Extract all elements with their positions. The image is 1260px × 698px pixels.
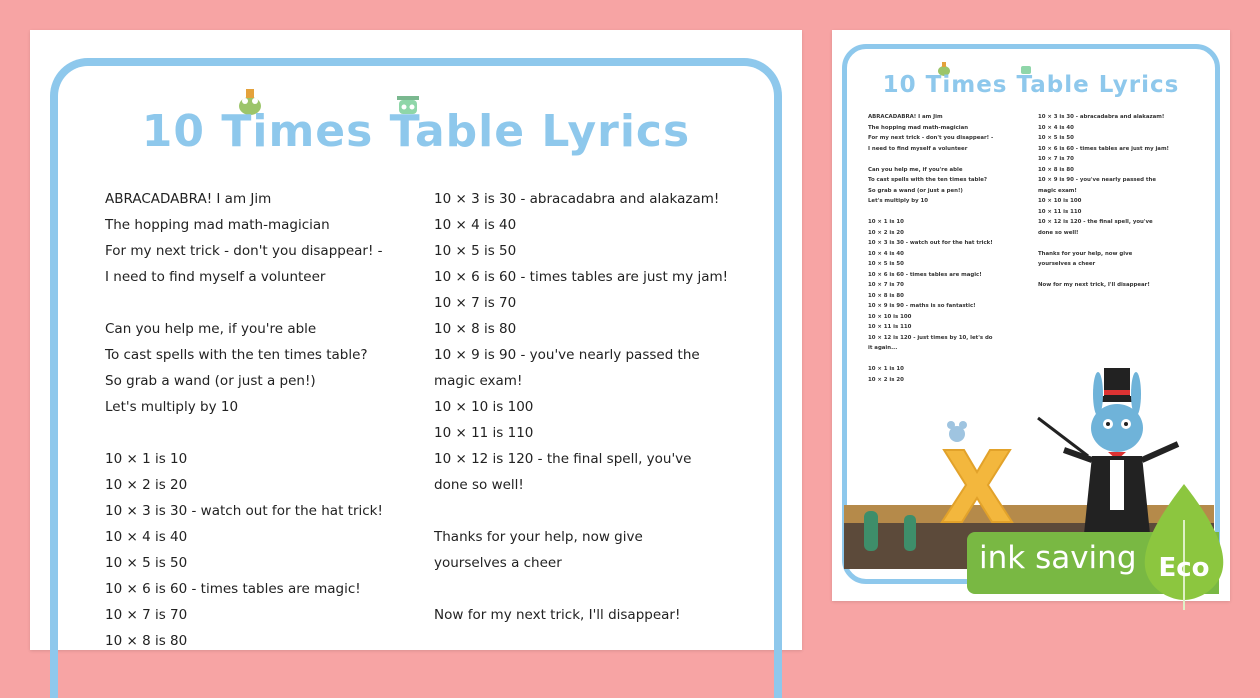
mouse-character-icon xyxy=(942,416,972,446)
stanza-gap xyxy=(434,576,728,602)
lyric-line: For my next trick - don't you disappear! - xyxy=(105,243,383,259)
lyric-line: 10 × 11 is 110 xyxy=(868,324,912,330)
lyric-line: 10 × 4 is 40 xyxy=(434,217,517,233)
lyric-line: I need to find myself a volunteer xyxy=(105,269,326,285)
stanza-gap xyxy=(1038,238,1169,249)
lyric-line: 10 × 2 is 20 xyxy=(105,477,188,493)
lyric-line: 10 × 2 is 20 xyxy=(868,229,904,236)
lyric-line: 10 × 5 is 50 xyxy=(105,555,188,571)
lyric-line: Thanks for your help, now give xyxy=(434,529,643,545)
lyric-line: So grab a wand (or just a pen!) xyxy=(868,187,963,194)
ink-saving-label: ink saving xyxy=(979,540,1137,576)
lyrics-sheet-large xyxy=(30,30,802,650)
lyric-line: 10 × 5 is 50 xyxy=(868,261,904,267)
lyric-line: ABRACADABRA! I am Jim xyxy=(868,114,943,120)
lyric-line: 10 × 4 is 40 xyxy=(105,529,188,545)
lyric-line: Thanks for your help, now give xyxy=(1038,250,1133,257)
lyric-line: Now for my next trick, I'll disappear! xyxy=(1038,282,1150,288)
lyric-line: Let's multiply by 10 xyxy=(868,198,928,204)
thumbnail-column-left xyxy=(868,112,993,385)
lyric-line: 10 × 12 is 120 - the final spell, you've xyxy=(434,451,692,467)
stanza-gap xyxy=(868,354,993,365)
lyric-line: 10 × 1 is 10 xyxy=(868,366,904,372)
lyric-line: 10 × 6 is 60 - times tables are magic! xyxy=(868,271,982,278)
lyric-line: 10 × 7 is 70 xyxy=(434,295,517,311)
lyric-line: 10 × 6 is 60 - times tables are magic! xyxy=(105,581,361,597)
lyric-line: 10 × 7 is 70 xyxy=(1038,156,1074,162)
stanza-gap xyxy=(105,290,383,316)
stanza-gap xyxy=(434,498,728,524)
lyric-line: 10 × 5 is 50 xyxy=(1038,135,1074,141)
lyric-line: So grab a wand (or just a pen!) xyxy=(105,373,316,389)
lyric-line: yourselves a cheer xyxy=(1038,261,1096,267)
lyric-line: 10 × 3 is 30 - watch out for the hat trick! xyxy=(105,503,383,519)
lyric-line: The hopping mad math-magician xyxy=(868,124,969,131)
lyric-line: Now for my next trick, I'll disappear! xyxy=(434,607,681,623)
thumbnail-title: 10 Times Table Lyrics xyxy=(882,72,1180,98)
lyric-line: 10 × 9 is 90 - you've nearly passed the xyxy=(434,347,700,363)
lyric-line: 10 × 8 is 80 xyxy=(105,633,188,649)
lyric-line: 10 × 7 is 70 xyxy=(105,607,188,623)
lyric-line: 10 × 5 is 50 xyxy=(434,243,517,259)
lyric-line: 10 × 9 is 90 - maths is so fantastic! xyxy=(868,303,976,309)
stanza-gap xyxy=(868,154,993,165)
lyric-line: Let's multiply by 10 xyxy=(105,399,239,415)
lyric-line: done so well! xyxy=(434,477,524,493)
lyrics-column-left xyxy=(105,186,383,654)
lyric-line: 10 × 4 is 40 xyxy=(1038,124,1074,131)
lyric-line: it again... xyxy=(868,345,898,351)
lyric-line: 10 × 10 is 100 xyxy=(1038,198,1082,204)
lyric-line: 10 × 10 is 100 xyxy=(868,313,912,320)
multiplication-sign-icon xyxy=(932,440,1022,530)
page-title: 10 Times Table Lyrics xyxy=(141,106,691,157)
eco-leaf-icon xyxy=(1136,480,1232,610)
lyrics-column-right xyxy=(434,186,728,628)
lyric-line: 10 × 3 is 30 - abracadabra and alakazam! xyxy=(434,191,720,207)
stanza-gap xyxy=(868,207,993,218)
lyric-line: 10 × 12 is 120 - just times by 10, let's do xyxy=(868,334,993,341)
lyric-line: 10 × 10 is 100 xyxy=(434,399,534,415)
lyric-line: yourselves a cheer xyxy=(434,555,562,571)
lyric-line: 10 × 3 is 30 - watch out for the hat trick! xyxy=(868,240,993,246)
lyric-line: ABRACADABRA! I am Jim xyxy=(105,191,272,207)
lyric-line: 10 × 11 is 110 xyxy=(434,425,534,441)
lyric-line: 10 × 3 is 30 - abracadabra and alakazam! xyxy=(1038,114,1165,120)
lyric-line: magic exam! xyxy=(1038,187,1077,194)
lyric-line: To cast spells with the ten times table? xyxy=(105,347,368,363)
lyric-line: 10 × 8 is 80 xyxy=(1038,166,1074,173)
lyric-line: 10 × 11 is 110 xyxy=(1038,208,1082,215)
lyric-line: 10 × 9 is 90 - you've nearly passed the xyxy=(1038,177,1156,183)
lyric-line: 10 × 8 is 80 xyxy=(868,292,904,299)
lyric-line: I need to find myself a volunteer xyxy=(868,145,968,152)
stanza-gap xyxy=(105,420,383,446)
thumbnail-column-right xyxy=(1038,112,1169,291)
lyric-line: 10 × 6 is 60 - times tables are just my jam! xyxy=(1038,145,1170,152)
lyric-line: For my next trick - don't you disappear! - xyxy=(868,135,994,141)
lyric-line: magic exam! xyxy=(434,373,523,389)
lyric-line: 10 × 2 is 20 xyxy=(868,376,904,383)
lyric-line: done so well! xyxy=(1038,229,1079,236)
stanza-gap xyxy=(1038,270,1169,281)
lyric-line: 10 × 6 is 60 - times tables are just my jam! xyxy=(434,269,729,285)
eco-leaf-label: Eco xyxy=(1158,553,1210,583)
lyric-line: 10 × 7 is 70 xyxy=(868,282,904,288)
lyric-line: 10 × 4 is 40 xyxy=(868,250,904,257)
lyric-line: 10 × 1 is 10 xyxy=(105,451,188,467)
lyric-line: 10 × 12 is 120 - the final spell, you've xyxy=(1038,219,1153,225)
lyric-line: The hopping mad math-magician xyxy=(105,217,330,233)
lyric-line: 10 × 1 is 10 xyxy=(868,219,904,225)
lyric-line: Can you help me, if you're able xyxy=(105,321,317,337)
lyric-line: 10 × 8 is 80 xyxy=(434,321,517,337)
lyric-line: Can you help me, if you're able xyxy=(868,166,963,173)
lyric-line: To cast spells with the ten times table? xyxy=(868,177,988,183)
